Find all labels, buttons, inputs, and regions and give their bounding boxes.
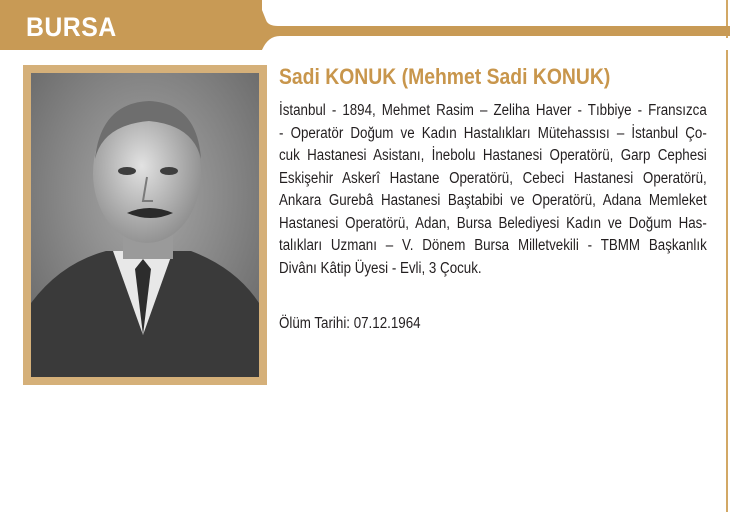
photo-frame bbox=[23, 65, 267, 385]
bio-line: cuk Hastanesi Asistanı, İnebolu Hastanesi Operatörü, Garp Cephesi bbox=[279, 147, 707, 164]
bio-line: Hastanesi Operatörü, Adan, Bursa Belediyesi Kadın ve Doğum Has- bbox=[279, 214, 707, 232]
portrait-image bbox=[31, 73, 259, 377]
bio-line: - Operatör Doğum ve Kadın Hastalıkları Mütehassısı – İstanbul Ço- bbox=[279, 124, 707, 142]
portrait-photo bbox=[31, 73, 259, 377]
bio-line: Eskişehir Askerî Hastane Operatörü, Cebeci Hastanesi Operatörü, bbox=[279, 169, 707, 187]
bio-line: Ankara Gurebâ Hastanesi Baştabibi ve Operatörü, Adana Memleket bbox=[279, 192, 707, 209]
bio-line: Divânı Kâtip Üyesi - Evli, 3 Çocuk. bbox=[279, 259, 482, 277]
death-date: Ölüm Tarihi: 07.12.1964 bbox=[279, 315, 421, 332]
region-title: BURSA bbox=[26, 12, 117, 42]
biography bbox=[279, 100, 707, 280]
bio-line: talıkları Uzmanı – V. Dönem Bursa Milletvekili - TBMM Başkanlık bbox=[279, 237, 707, 254]
person-name: Sadi KONUK (Mehmet Sadi KONUK) bbox=[279, 64, 611, 89]
bio-line: İstanbul - 1894, Mehmet Rasim – Zeliha Haver - Tıbbiye - Fransızca bbox=[279, 102, 707, 119]
